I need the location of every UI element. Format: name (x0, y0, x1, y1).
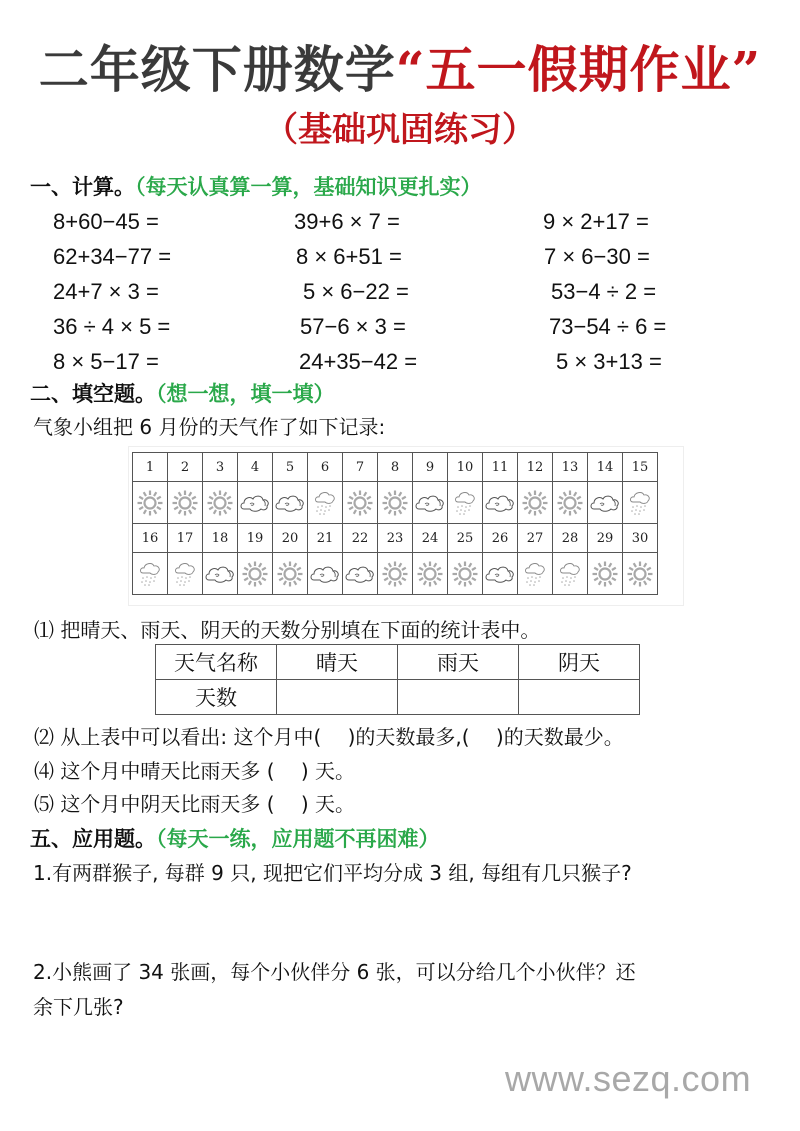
section5-label: 五、应用题。 (30, 827, 156, 851)
weather-day-number: 20 (273, 524, 308, 553)
weather-sun-icon (343, 482, 378, 524)
watermark: www.sezq.com (505, 1058, 752, 1099)
calc-item: 8 × 5−17 = (53, 349, 159, 374)
sun-icon (556, 489, 584, 517)
weather-day-number: 17 (168, 524, 203, 553)
stats-header-name: 天气名称 (156, 645, 277, 680)
calc-item: 8 × 6+51 = (296, 244, 402, 269)
weather-sun-icon (553, 482, 588, 524)
weather-sun-icon (133, 482, 168, 524)
weather-sun-icon (378, 482, 413, 524)
stats-rainy-count[interactable] (398, 680, 519, 715)
word-problem-2-line1: 2.小熊画了 34 张画，每个小伙伴分 6 张，可以分给几个小伙伴？还 (33, 960, 636, 984)
cloud-icon (239, 492, 271, 514)
weather-rain-icon (308, 482, 343, 524)
weather-day-number: 16 (133, 524, 168, 553)
weather-rain-icon (623, 482, 658, 524)
section2-hint: （想一想，填一填） (156, 382, 335, 406)
weather-day-number: 18 (203, 524, 238, 553)
calc-item: 5 × 6−22 = (303, 279, 409, 304)
weather-rain-icon (133, 553, 168, 595)
weather-day-number: 8 (378, 453, 413, 482)
calc-item: 5 × 3+13 = (556, 349, 662, 374)
weather-rain-icon (553, 553, 588, 595)
section2-label: 二、填空题。 (30, 382, 156, 406)
title-grade: 二年级下册数学 (38, 40, 396, 99)
rain-icon (137, 560, 163, 588)
sun-icon (206, 489, 234, 517)
section1-label: 一、计算。 (30, 175, 135, 199)
stats-header-cloudy: 阴天 (519, 645, 640, 680)
weather-day-number: 10 (448, 453, 483, 482)
cloud-icon (484, 492, 516, 514)
sun-icon (381, 560, 409, 588)
calc-item: 36 ÷ 4 × 5 = (53, 314, 171, 339)
weather-day-number: 1 (133, 453, 168, 482)
cloud-icon (484, 563, 516, 585)
weather-day-number: 3 (203, 453, 238, 482)
stats-cloudy-count[interactable] (519, 680, 640, 715)
section1-hint: （每天认真算一算，基础知识更扎实） (135, 175, 482, 199)
weather-rain-icon (448, 482, 483, 524)
weather-icon-row (133, 553, 658, 595)
sun-icon (136, 489, 164, 517)
weather-stats-table (155, 644, 640, 715)
weather-day-number: 21 (308, 524, 343, 553)
weather-day-number: 14 (588, 453, 623, 482)
weather-day-row (133, 524, 658, 553)
weather-sun-icon (518, 482, 553, 524)
calc-item: 9 × 2+17 = (543, 209, 649, 234)
stats-header-sunny: 晴天 (277, 645, 398, 680)
sun-icon (381, 489, 409, 517)
rain-icon (557, 560, 583, 588)
weather-day-number: 2 (168, 453, 203, 482)
weather-cloud-icon (238, 482, 273, 524)
calc-item: 57−6 × 3 = (300, 314, 406, 339)
weather-cloud-icon (483, 482, 518, 524)
word-problem-1: 1.有两群猴子, 每群 9 只, 现把它们平均分成 3 组, 每组有几只猴子? (33, 861, 632, 885)
sun-icon (416, 560, 444, 588)
weather-day-number: 15 (623, 453, 658, 482)
sun-icon (241, 560, 269, 588)
weather-cloud-icon (203, 553, 238, 595)
sun-icon (346, 489, 374, 517)
weather-icon-row (133, 482, 658, 524)
rain-icon (452, 489, 478, 517)
weather-day-number: 12 (518, 453, 553, 482)
weather-day-number: 11 (483, 453, 518, 482)
weather-sun-icon (273, 553, 308, 595)
weather-sun-icon (623, 553, 658, 595)
section5-hint: （每天一练，应用题不再困难） (156, 827, 440, 851)
weather-intro: 气象小组把 6 月份的天气作了如下记录: (33, 415, 386, 439)
cloud-icon (414, 492, 446, 514)
calc-item: 53−4 ÷ 2 = (551, 279, 657, 304)
rain-icon (312, 489, 338, 517)
page-title (0, 38, 800, 102)
calc-item: 73−54 ÷ 6 = (549, 314, 667, 339)
sun-icon (276, 560, 304, 588)
weather-day-number: 22 (343, 524, 378, 553)
weather-day-number: 26 (483, 524, 518, 553)
weather-day-number: 30 (623, 524, 658, 553)
weather-day-number: 4 (238, 453, 273, 482)
cloud-icon (274, 492, 306, 514)
weather-sun-icon (413, 553, 448, 595)
title-holiday: “五一假期作业” (395, 40, 762, 99)
weather-rain-icon (168, 553, 203, 595)
rain-icon (522, 560, 548, 588)
weather-sun-icon (588, 553, 623, 595)
sun-icon (591, 560, 619, 588)
question-2: ⑵ 从上表中可以看出: 这个月中( )的天数最多,( )的天数最少。 (34, 725, 624, 749)
weather-cloud-icon (273, 482, 308, 524)
rain-icon (627, 489, 653, 517)
weather-day-number: 28 (553, 524, 588, 553)
weather-cloud-icon (588, 482, 623, 524)
question-5: ⑸ 这个月中阴天比雨天多 ( ) 天。 (34, 792, 356, 816)
weather-cloud-icon (343, 553, 378, 595)
section2-heading (30, 380, 335, 408)
calc-item: 7 × 6−30 = (544, 244, 650, 269)
rain-icon (172, 560, 198, 588)
weather-cloud-icon (308, 553, 343, 595)
weather-day-number: 6 (308, 453, 343, 482)
weather-day-number: 5 (273, 453, 308, 482)
weather-day-row (133, 453, 658, 482)
page-subtitle: （基础巩固练习） (264, 110, 536, 150)
weather-record-table (132, 452, 658, 595)
weather-day-number: 9 (413, 453, 448, 482)
section1-heading (30, 173, 482, 201)
cloud-icon (204, 563, 236, 585)
stats-row-label: 天数 (156, 680, 277, 715)
sun-icon (171, 489, 199, 517)
weather-day-number: 27 (518, 524, 553, 553)
question-4: ⑷ 这个月中晴天比雨天多 ( ) 天。 (34, 759, 356, 783)
word-problem-2-line2: 余下几张? (33, 995, 124, 1019)
weather-rain-icon (518, 553, 553, 595)
sun-icon (626, 560, 654, 588)
calc-item: 8+60−45 = (53, 209, 159, 234)
weather-sun-icon (238, 553, 273, 595)
cloud-icon (344, 563, 376, 585)
weather-day-number: 24 (413, 524, 448, 553)
weather-sun-icon (378, 553, 413, 595)
weather-sun-icon (168, 482, 203, 524)
weather-day-number: 13 (553, 453, 588, 482)
weather-day-number: 25 (448, 524, 483, 553)
sun-icon (451, 560, 479, 588)
sun-icon (521, 489, 549, 517)
stats-header-rainy: 雨天 (398, 645, 519, 680)
calc-item: 39+6 × 7 = (294, 209, 400, 234)
cloud-icon (309, 563, 341, 585)
weather-cloud-icon (483, 553, 518, 595)
weather-day-number: 23 (378, 524, 413, 553)
weather-day-number: 29 (588, 524, 623, 553)
weather-day-number: 19 (238, 524, 273, 553)
section5-heading (30, 825, 440, 853)
question-1: ⑴ 把晴天、雨天、阴天的天数分别填在下面的统计表中。 (34, 618, 541, 642)
calc-item: 62+34−77 = (53, 244, 172, 269)
weather-sun-icon (203, 482, 238, 524)
stats-sunny-count[interactable] (277, 680, 398, 715)
cloud-icon (589, 492, 621, 514)
weather-day-number: 7 (343, 453, 378, 482)
calc-item: 24+7 × 3 = (53, 279, 159, 304)
weather-cloud-icon (413, 482, 448, 524)
calc-item: 24+35−42 = (299, 349, 418, 374)
weather-sun-icon (448, 553, 483, 595)
